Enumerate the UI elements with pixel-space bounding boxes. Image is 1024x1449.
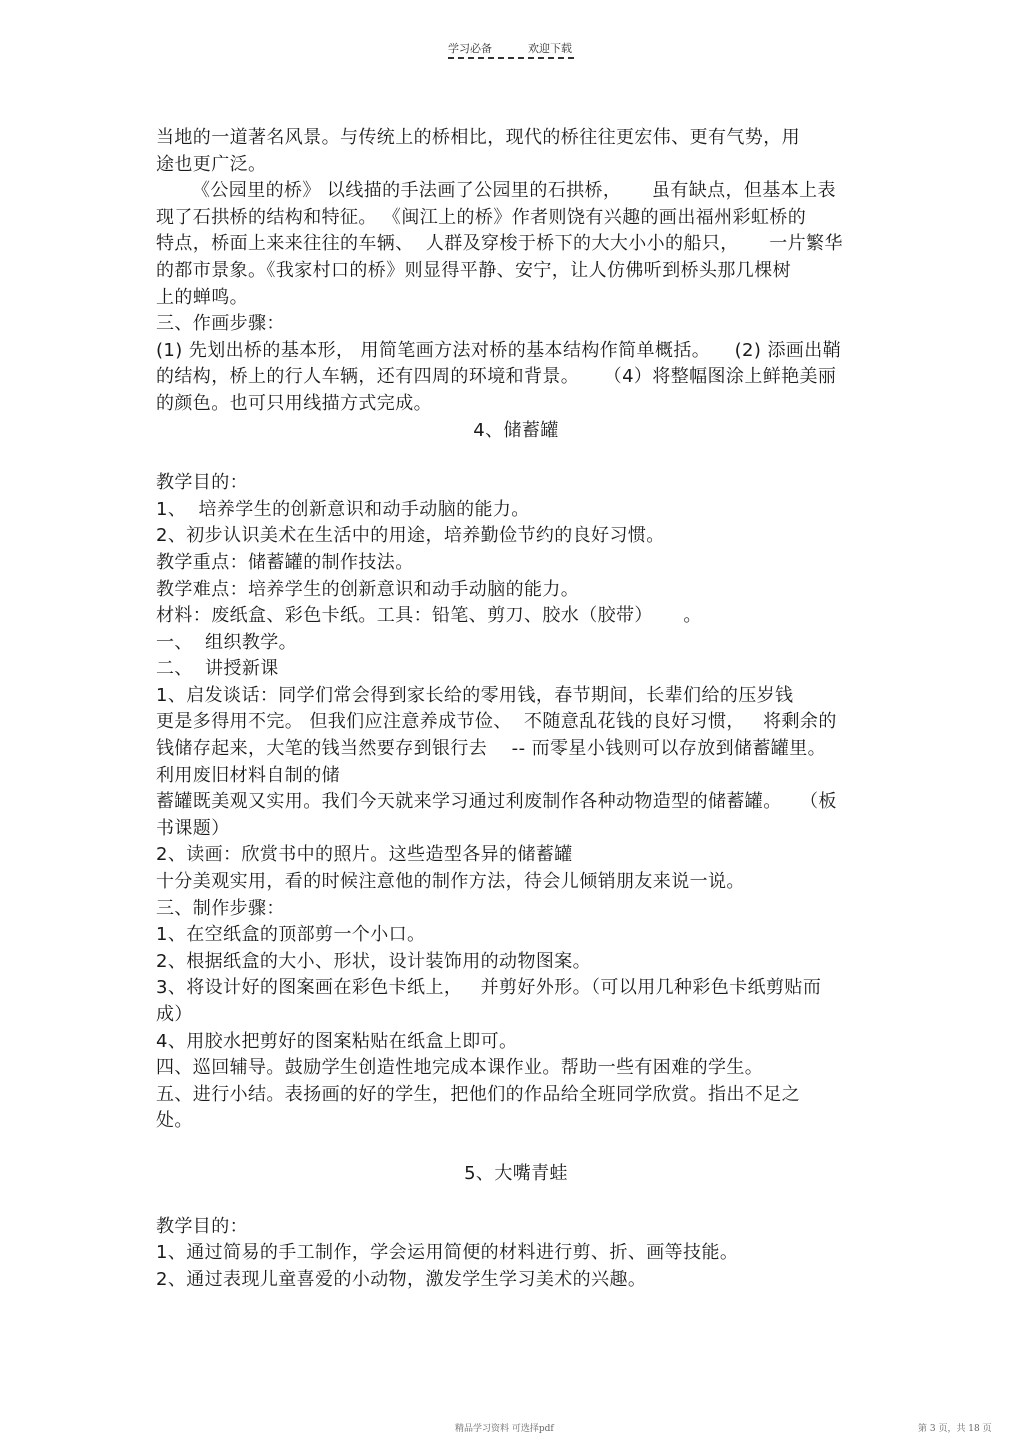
page-number: 第 3 页，共 18 页 (918, 1424, 992, 1434)
text-line: 1、 培养学生的创新意识和动手动脑的能力。 (156, 498, 530, 520)
header-left-text: 学习必备 (448, 42, 492, 55)
text-line: 蓄罐既美观又实用。我们今天就来学习通过利废制作各种动物造型的储蓄罐。 （板 (156, 791, 837, 813)
text-line: 2、读画：欣赏书中的照片。这些造型各异的储蓄罐 (156, 844, 573, 866)
text-line: 2、通过表现儿童喜爱的小动物，激发学生学习美术的兴趣。 (156, 1268, 647, 1290)
document-body (156, 125, 876, 1293)
spacer (156, 444, 876, 470)
text-line: 钱储存起来，大笔的钱当然要存到银行去 -- 而零星小钱则可以存放到储蓄罐里。 (156, 738, 826, 760)
text-line: 上的蝉鸣。 (156, 286, 248, 308)
section-heading: 三、制作步骤： (156, 897, 285, 919)
text-line: 4、用胶水把剪好的图案粘贴在纸盒上即可。 (156, 1030, 518, 1052)
header-dashed-rule (448, 57, 574, 59)
lesson-title: 4、储蓄罐 (473, 419, 559, 441)
section-heading: 二、 讲授新课 (156, 658, 279, 680)
text-line: 材料：废纸盒、彩色卡纸。工具：铅笔、剪刀、胶水（胶带） 。 (156, 605, 702, 627)
text-line: 《公园里的桥》 以线描的手法画了公园里的石拱桥， 虽有缺点，但基本上表 (192, 180, 836, 202)
text-line: 处。 (156, 1110, 193, 1132)
section-heading: 教学目的： (156, 472, 248, 494)
footer-left-text: 精品学习资料 可选择pdf (455, 1424, 554, 1434)
text-line: 成） (156, 1004, 193, 1025)
text-line: 3、将设计好的图案画在彩色卡纸上， 并剪好外形。（可以用几种彩色卡纸剪贴而 (156, 977, 822, 999)
text-line: 2、根据纸盒的大小、形状，设计装饰用的动物图案。 (156, 950, 592, 972)
text-line: 教学重点：储蓄罐的制作技法。 (156, 551, 414, 573)
text-line: 的都市景象。《我家村口的桥》则显得平静、安宁，让人仿佛听到桥头那几棵树 (156, 259, 791, 281)
lesson-title: 5、大嘴青蛙 (464, 1162, 568, 1184)
text-line: 途也更广泛。 (156, 153, 267, 175)
text-line: (1) 先划出桥的基本形， 用简笔画方法对桥的基本结构作简单概括。 (2) 添画出鞘 (156, 339, 842, 361)
text-line: 利用废旧材料自制的储 (156, 764, 340, 786)
text-line: 2、初步认识美术在生活中的用途，培养勤俭节约的良好习惯。 (156, 525, 665, 547)
text-line: 十分美观实用，看的时候注意他的制作方法，待会儿倾销朋友来说一说。 (156, 871, 745, 893)
header-right-text: 欢迎下载 (528, 42, 572, 55)
text-line: 的结构，桥上的行人车辆，还有四周的环境和背景。 （4）将整幅图涂上鲜艳美丽 (156, 366, 837, 388)
section-heading: 教学目的： (156, 1215, 248, 1237)
text-line: 五、进行小结。表扬画的好的学生，把他们的作品给全班同学欣赏。指出不足之 (156, 1083, 800, 1105)
text-line: 当地的一道著名风景。与传统上的桥相比，现代的桥往往更宏伟、更有气势，用 (156, 127, 800, 148)
text-line: 现了石拱桥的结构和特征。 《闽江上的桥》作者则饶有兴趣的画出福州彩虹桥的 (156, 206, 807, 228)
text-line: 1、在空纸盒的顶部剪一个小口。 (156, 924, 426, 946)
text-line: 1、启发谈话：同学们常会得到家长给的零用钱，春节期间，长辈们给的压岁钱 (156, 684, 794, 706)
text-line: 的颜色。也可只用线描方式完成。 (156, 392, 432, 414)
spacer (156, 1188, 876, 1214)
text-line: 特点，桥面上来来往往的车辆、 人群及穿梭于桥下的大大小小的船只， 一片繁华 (156, 233, 843, 255)
text-line: 书课题） (156, 817, 230, 839)
text-line: 1、通过简易的手工制作，学会运用简便的材料进行剪、折、画等技能。 (156, 1242, 739, 1264)
spacer (156, 1135, 876, 1161)
section-heading: 一、 组织教学。 (156, 631, 298, 653)
section-heading: 三、作画步骤： (156, 313, 285, 335)
text-line: 教学难点：培养学生的创新意识和动手动脑的能力。 (156, 578, 580, 600)
text-line: 四、巡回辅导。鼓励学生创造性地完成本课作业。帮助一些有困难的学生。 (156, 1057, 764, 1079)
text-line: 更是多得用不完。 但我们应注意养成节俭、 不随意乱花钱的良好习惯， 将剩余的 (156, 711, 837, 733)
